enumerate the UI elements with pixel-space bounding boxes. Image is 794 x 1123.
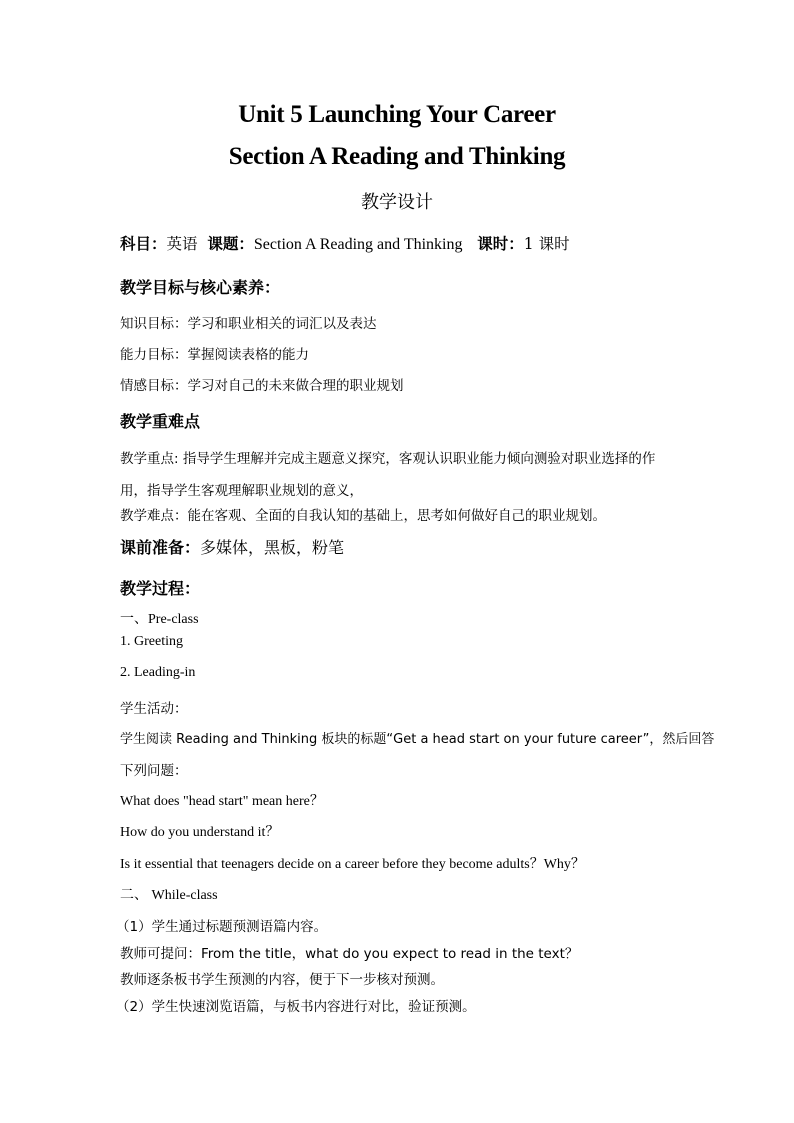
process-heading: 教学过程： xyxy=(120,579,201,598)
period-value: 1 课时 xyxy=(523,235,570,253)
topic-label: 课题： xyxy=(207,235,254,253)
key-focus-line2: 用，指导学生客观理解职业规划的意义， xyxy=(120,483,363,499)
process-line: 教师逐条板书学生预测的内容，便于下一步核对预测。 xyxy=(120,972,444,988)
preparation xyxy=(120,535,344,558)
topic-value: Section A Reading and Thinking xyxy=(253,236,463,253)
document-subtitle: 教学设计 xyxy=(361,192,433,213)
process-line: 学生阅读 Reading and Thinking 板块的标题“Get a head start on your future career”，然后回答 xyxy=(120,732,715,747)
process-line: （2）学生快速浏览语篇，与板书内容进行对比，验证预测。 xyxy=(116,999,476,1015)
period-label: 课时： xyxy=(477,235,524,253)
document-title-line2: Section A Reading and Thinking xyxy=(228,143,566,170)
process-line: 二、 While-class xyxy=(120,888,218,903)
preparation-label: 课前准备： xyxy=(120,538,201,557)
process-line: 一、Pre-class xyxy=(120,612,199,627)
key-difficulty: 教学难点：能在客观、全面的自我认知的基础上，思考如何做好自己的职业规划。 xyxy=(120,508,606,524)
objective-emotion: 情感目标：学习对自己的未来做合理的职业规划 xyxy=(120,378,404,394)
process-line: How do you understand it？ xyxy=(120,825,280,840)
lesson-meta xyxy=(120,232,570,254)
preparation-value: 多媒体，黑板，粉笔 xyxy=(200,538,345,557)
process-line: Is it essential that teenagers decide on a career before they become adults？Why？ xyxy=(120,857,585,872)
process-line: 教师可提问：From the title，what do you expect to read in the text？ xyxy=(120,946,579,962)
document-title-line1: Unit 5 Launching Your Career xyxy=(238,101,556,128)
key-points-heading: 教学重难点 xyxy=(120,412,201,431)
subject-value: 英语 xyxy=(166,235,198,253)
process-line: 1. Greeting xyxy=(120,634,183,649)
key-focus-line1: 教学重点: 指导学生理解并完成主题意义探究，客观认识职业能力倾向测验对职业选择的作 xyxy=(120,451,656,467)
objective-ability: 能力目标：掌握阅读表格的能力 xyxy=(120,347,309,363)
objective-knowledge: 知识目标：学习和职业相关的词汇以及表达 xyxy=(120,316,377,332)
process-line: What does "head start" mean here？ xyxy=(120,794,324,809)
process-line: 2. Leading-in xyxy=(120,665,196,680)
process-line: 学生活动： xyxy=(120,701,188,717)
objectives-heading: 教学目标与核心素养： xyxy=(120,278,281,297)
process-line: 下列问题： xyxy=(120,763,188,779)
process-line: （1）学生通过标题预测语篇内容。 xyxy=(116,919,328,935)
subject-label: 科目： xyxy=(120,235,167,253)
